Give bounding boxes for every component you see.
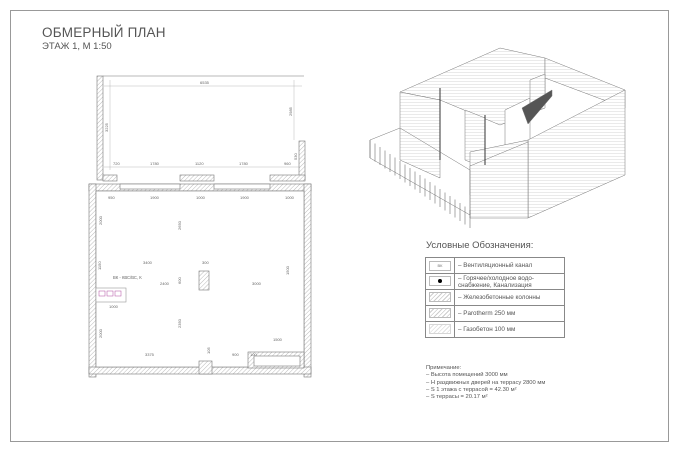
legend-row [426,258,565,274]
aerated-concrete-symbol [429,324,451,334]
dimension-label: 1900 [240,195,249,200]
dimension-label: 2985 [288,107,293,116]
dimension-label: 530 [293,153,298,160]
page-title: ОБМЕРНЫЙ ПЛАН [42,25,166,40]
dimension-label: 2000 [98,216,103,225]
dimension-label: 1000 [109,304,118,309]
dimension-label: 900 [232,352,239,357]
dimension-label: 1000 [285,195,294,200]
ventilation-symbol: ВК [429,261,451,271]
legend-text: – Горячее/холодное водо-снабжение, Канализация [455,274,565,290]
notes-heading: Примечание: [426,365,462,371]
concrete-column-symbol [429,292,451,302]
page-subtitle: ЭТАЖ 1, М 1:50 [42,41,112,52]
notes [426,365,545,401]
legend-row [426,290,565,306]
note-item: – S террасы = 20.17 м² [426,394,488,401]
dimension-label: 2350 [177,319,182,328]
dimension-label: 1500 [285,266,290,275]
dimension-label: 3000 [252,281,261,286]
legend-table [425,257,565,338]
dimension-label: 1120 [195,161,204,166]
note-item: – Н раздвижных дверей на террасу 2800 мм [426,379,546,386]
legend-row [426,274,565,290]
plumbing-annotation: ВК - КВС/ВС, К [113,275,142,280]
dimension-label: 960 [284,161,291,166]
dimension-label: 1900 [150,195,159,200]
dimension-label: 3375 [145,352,154,357]
legend-text: – Газобетон 100 мм [455,322,565,338]
dimension-label: 2000 [98,329,103,338]
isometric-3d-view [370,48,625,228]
dimension-label: 3400 [143,260,152,265]
dimension-label: 1150 [97,261,102,270]
legend-text: – Вентиляционный канал [455,258,565,274]
legend-title: Условные Обозначения: [426,240,534,251]
dimension-label: 600 [177,277,182,284]
note-item: – S 1 этажа с террасой = 42.30 м² [426,386,517,393]
legend-row [426,306,565,322]
main-room-walls [89,184,311,377]
dimension-label: 100 [250,352,257,357]
water-supply-symbol [429,276,451,286]
dimension-label: 950 [108,195,115,200]
legend-text: – Parotherm 250 мм [455,306,565,322]
dimension-label: 3225 [104,123,109,132]
dimension-label: 2650 [177,221,182,230]
dimension-label: 2400 [160,281,169,286]
dimension-label: 1000 [196,195,205,200]
dimension-label: 300 [202,260,209,265]
dimension-label: 6535 [200,80,209,85]
note-item: – Высота помещений 3000 мм [426,372,508,379]
dimension-label: 1500 [273,337,282,342]
dimension-label: 720 [113,161,120,166]
dimension-label: 1780 [150,161,159,166]
legend-row [426,322,565,338]
dimension-label: 1780 [239,161,248,166]
parotherm-symbol [429,308,451,318]
dimension-label: 105 [206,347,211,354]
legend-text: – Железобетонные колонны [455,290,565,306]
